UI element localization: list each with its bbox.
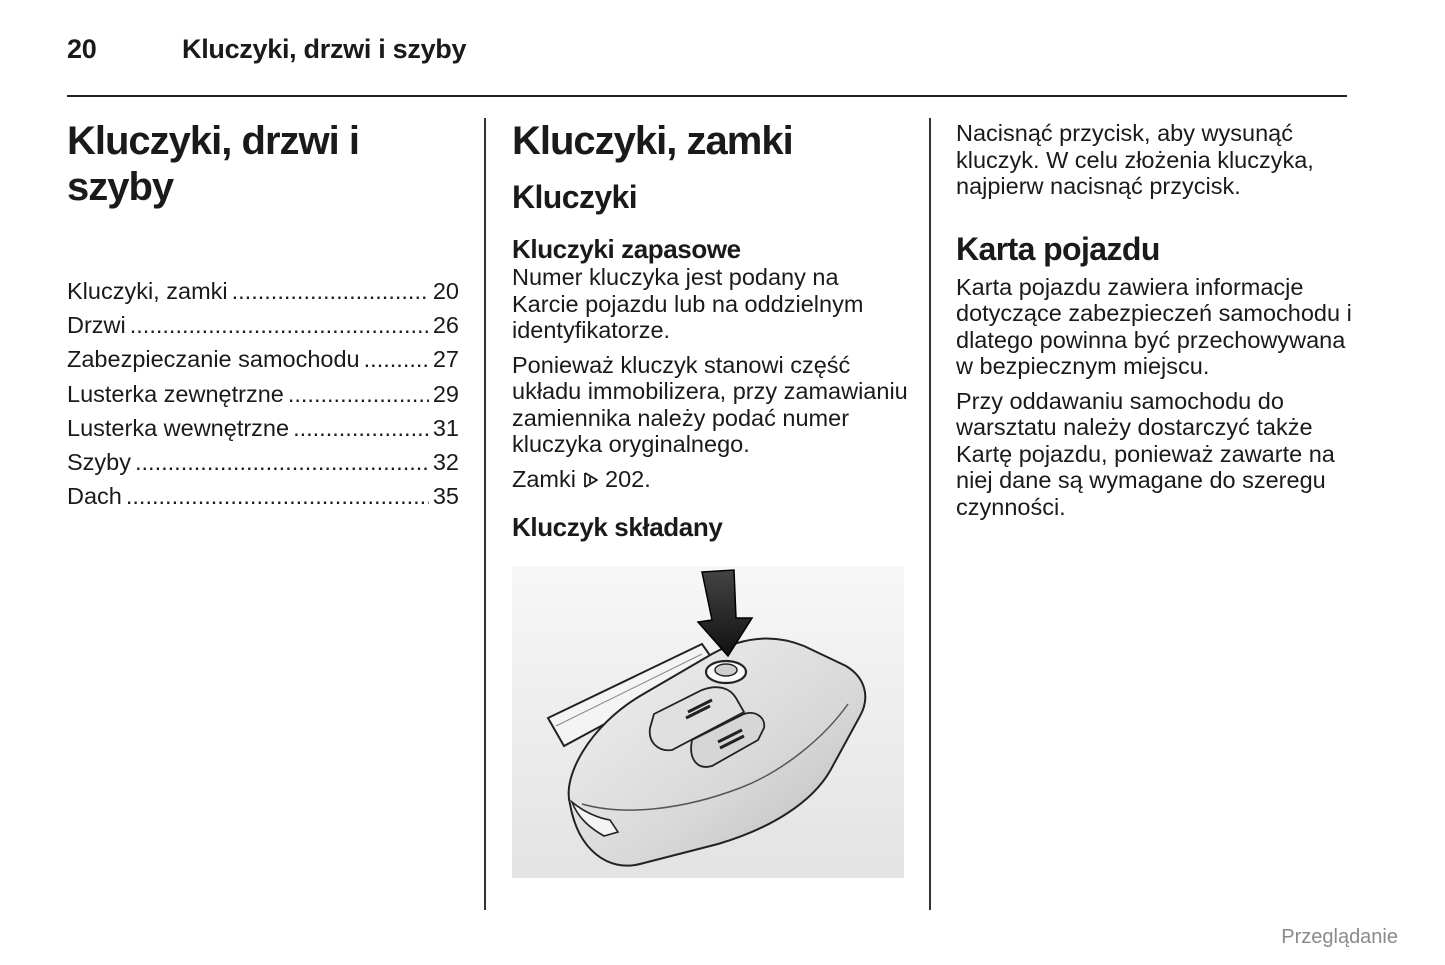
key-release-paragraph: Nacisnąć przycisk, aby wysunąć kluczyk. W celu złożenia kluczyka, najpierw nacisnąć przycisk. — [956, 120, 1314, 199]
toc-entry[interactable] — [67, 445, 459, 479]
page-number: 20 — [67, 34, 97, 64]
subsection-title: Kluczyki — [512, 179, 638, 215]
spare-keys-heading: Kluczyki zapasowe — [512, 234, 741, 264]
toc-leader — [135, 445, 429, 479]
toc-label: Dach — [67, 483, 122, 510]
vehicle-card-column — [956, 118, 1356, 520]
table-of-contents — [67, 274, 459, 513]
toc-label: Zabezpieczanie samochodu — [67, 346, 360, 373]
toc-page: 31 — [432, 414, 459, 441]
toc-leader — [288, 377, 429, 411]
toc-leader — [293, 411, 429, 445]
reference-label: Zamki — [512, 465, 576, 492]
toc-label: Drzwi — [67, 312, 126, 339]
header-rule — [67, 95, 1347, 97]
toc-entry[interactable] — [67, 308, 459, 342]
toc-leader — [364, 342, 429, 376]
toc-entry[interactable] — [67, 479, 459, 513]
cross-reference[interactable] — [512, 466, 910, 493]
reference-page: 202. — [605, 465, 651, 492]
toc-page: 32 — [432, 449, 459, 476]
toc-entry[interactable] — [67, 342, 459, 376]
folding-key-illustration — [512, 566, 904, 878]
toc-entry[interactable] — [67, 377, 459, 411]
column-divider-2 — [929, 118, 931, 910]
toc-label: Szyby — [67, 449, 131, 476]
spare-keys-paragraph-1: Numer kluczyka jest podany na Karcie pojazdu lub na oddzielnym identyfikatorze. — [512, 264, 864, 343]
toc-leader — [130, 308, 429, 342]
keys-column — [512, 118, 910, 542]
running-chapter-title: Kluczyki, drzwi i szyby — [182, 34, 467, 64]
vehicle-card-paragraph-1: Karta pojazdu zawiera informacje dotyczące zabezpieczeń samochodu i dlatego powinna być przechowywana w bezpiecznym miejscu. — [956, 273, 1352, 379]
toc-leader — [232, 274, 429, 308]
toc-column — [67, 118, 459, 513]
toc-label: Lusterka zewnętrzne — [67, 380, 284, 407]
running-header — [67, 34, 466, 65]
spare-keys-paragraph-2: Ponieważ kluczyk stanowi część układu immobilizera, przy zamawianiu zamiennika należy podać numer kluczyka oryginalnego. — [512, 351, 908, 457]
toc-label: Kluczyki, zamki — [67, 278, 228, 304]
vehicle-card-paragraph-2: Przy oddawaniu samochodu do warsztatu należy dostarczyć także Kartę pojazdu, ponieważ zawarte na niej dane są wymagane do szeregu czynności. — [956, 387, 1335, 520]
toc-page: 20 — [432, 278, 459, 304]
browse-link[interactable]: Przeglądanie — [1281, 926, 1398, 948]
folding-key-heading: Kluczyk składany — [512, 512, 723, 542]
section-title: Kluczyki, zamki — [512, 119, 793, 163]
toc-page: 27 — [432, 346, 459, 373]
column-divider-1 — [484, 118, 486, 910]
toc-label: Lusterka wewnętrzne — [67, 414, 290, 441]
vehicle-card-heading: Karta pojazdu — [956, 230, 1160, 267]
toc-page: 29 — [432, 380, 459, 407]
toc-leader — [126, 479, 429, 513]
reference-arrow-icon — [583, 466, 599, 492]
toc-page: 26 — [432, 312, 459, 339]
toc-page: 35 — [432, 483, 459, 510]
toc-entry[interactable] — [67, 274, 459, 308]
toc-entry[interactable] — [67, 411, 459, 445]
chapter-title: Kluczyki, drzwi i szyby — [67, 119, 359, 209]
